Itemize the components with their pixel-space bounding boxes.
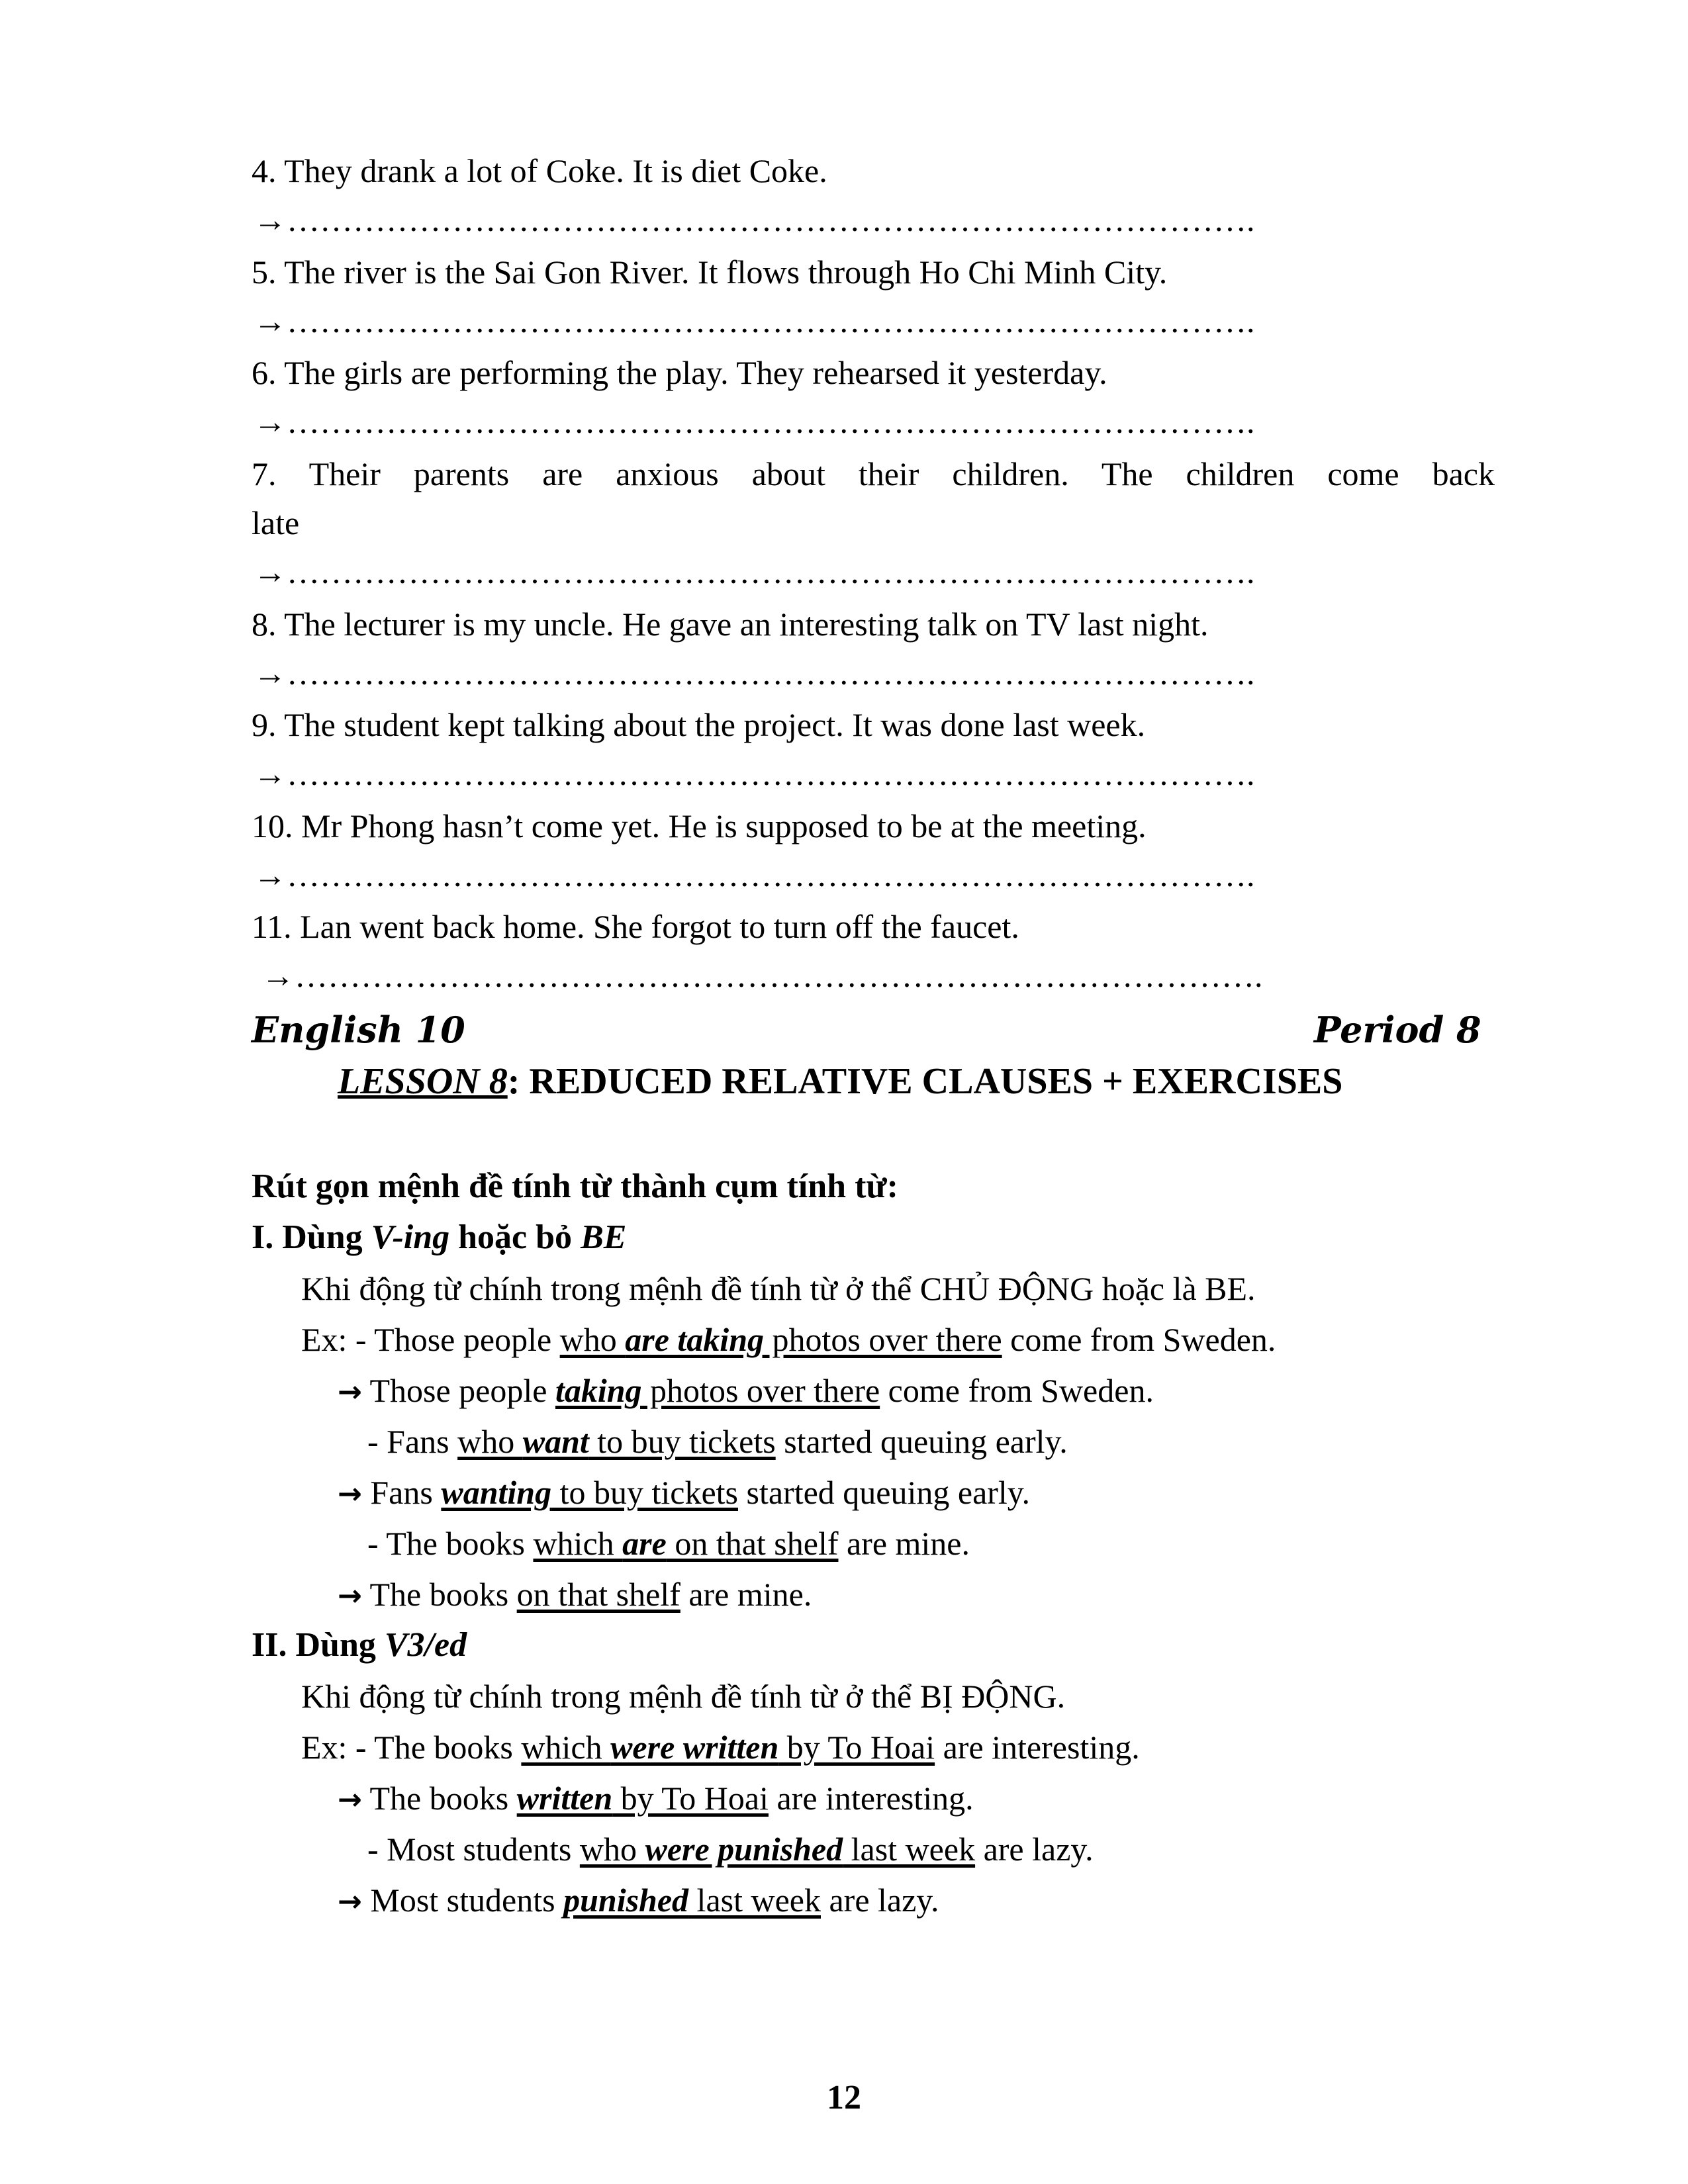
exercise-7-line2: late: [252, 504, 300, 541]
example-2-reduced: [338, 1473, 1030, 1514]
section-1-prefix: I. Dùng: [252, 1218, 371, 1256]
lesson-topic: : REDUCED RELATIVE CLAUSES + EXERCISES: [507, 1061, 1343, 1102]
exercise-10: 10. Mr Phong hasn’t come yet. He is supposed to be at the meeting.: [252, 807, 1147, 844]
section-1-mid: hoặc bỏ: [449, 1218, 581, 1256]
ex3-relative-pronoun: which: [533, 1525, 623, 1562]
ex2-prefix: - Fans: [367, 1423, 458, 1460]
ex3-clause-rest: on that shelf: [666, 1525, 839, 1562]
arrow-right-icon: →: [338, 1375, 362, 1409]
section-1-term2: BE: [581, 1218, 627, 1256]
answer-line-10[interactable]: →…………………………………………………………………………….: [254, 856, 1255, 893]
example-3: [367, 1524, 970, 1563]
ex2r-suffix: started queuing early.: [738, 1474, 1031, 1511]
section-2-description: Khi động từ chính trong mệnh đề tính từ ở thể BỊ ĐỘNG.: [301, 1678, 1066, 1715]
ex4-prefix: Ex: - The books: [301, 1729, 522, 1766]
section-1-description: Khi động từ chính trong mệnh đề tính từ ở thể CHỦ ĐỘNG hoặc là BE.: [301, 1270, 1256, 1307]
ex2r-prefix: Fans: [361, 1474, 442, 1511]
ex5r-verb: punished: [563, 1882, 689, 1919]
page-number: 12: [827, 2079, 861, 2116]
example-3-reduced: [338, 1574, 812, 1616]
section-2-term: V3/ed: [384, 1626, 467, 1664]
answer-line-5[interactable]: →…………………………………………………………………………….: [254, 302, 1255, 340]
ex4-clause-rest: by To Hoai: [778, 1729, 935, 1766]
ex5r-phrase: last week: [688, 1882, 821, 1919]
exercise-8: 8. The lecturer is my uncle. He gave an interesting talk on TV last night.: [252, 606, 1209, 643]
course-label: English 10: [252, 1009, 465, 1051]
arrow-right-icon: →: [338, 1579, 362, 1613]
ex3-verb: are: [622, 1525, 667, 1562]
ex2-suffix: started queuing early.: [775, 1423, 1068, 1460]
example-1: [301, 1320, 1276, 1359]
ex3r-prefix: The books: [361, 1576, 517, 1613]
ex4r-phrase: by To Hoai: [612, 1780, 769, 1817]
ex4-suffix: are interesting.: [935, 1729, 1140, 1766]
ex1r-prefix: Those people: [361, 1372, 555, 1409]
exercise-4: 4. They drank a lot of Coke. It is diet Coke.: [252, 152, 827, 189]
ex5-prefix: - Most students: [367, 1831, 580, 1868]
ex4r-suffix: are interesting.: [769, 1780, 974, 1817]
ex3r-suffix: are mine.: [680, 1576, 812, 1613]
arrow-right-icon: →: [338, 1885, 362, 1919]
ex5r-suffix: are lazy.: [820, 1882, 939, 1919]
section-1-term1: V-ing: [371, 1218, 450, 1256]
exercise-9: 9. The student kept talking about the project. It was done last week.: [252, 706, 1146, 743]
ex1r-verb: taking: [555, 1372, 642, 1409]
ex3-suffix: are mine.: [838, 1525, 970, 1562]
example-2: [367, 1422, 1068, 1461]
answer-line-11[interactable]: →…………………………………………………………………………….: [261, 957, 1263, 994]
section-1-heading: [252, 1218, 626, 1257]
exercise-11: 11. Lan went back home. She forgot to turn off the faucet.: [252, 908, 1019, 945]
ex2r-verb: wanting: [441, 1474, 552, 1511]
ex1-suffix: come from Sweden.: [1002, 1321, 1276, 1358]
exercise-6: 6. The girls are performing the play. They rehearsed it yesterday.: [252, 354, 1107, 391]
answer-line-9[interactable]: →…………………………………………………………………………….: [254, 755, 1255, 792]
section-2-heading: [252, 1625, 467, 1665]
ex1-relative-pronoun: who: [559, 1321, 626, 1358]
ex2r-phrase: to buy tickets: [551, 1474, 739, 1511]
ex4-relative-pronoun: which: [521, 1729, 611, 1766]
answer-line-6[interactable]: →…………………………………………………………………………….: [254, 403, 1255, 440]
ex2-verb: want: [522, 1423, 589, 1460]
arrow-right-icon: →: [338, 1783, 362, 1817]
lesson-number: LESSON 8: [338, 1061, 508, 1102]
example-4-reduced: [338, 1778, 974, 1820]
exercise-5: 5. The river is the Sai Gon River. It flows through Ho Chi Minh City.: [252, 253, 1168, 291]
ex2-clause-rest: to buy tickets: [588, 1423, 776, 1460]
ex1r-phrase: photos over there: [641, 1372, 880, 1409]
ex5-clause-rest: last week: [843, 1831, 976, 1868]
period-label: Period 8: [1314, 1009, 1481, 1051]
ex5r-prefix: Most students: [361, 1882, 564, 1919]
answer-line-4[interactable]: →…………………………………………………………………………….: [254, 201, 1255, 238]
ex4r-verb: written: [516, 1780, 613, 1817]
example-5: [367, 1829, 1094, 1869]
ex1-verb: are taking: [625, 1321, 765, 1358]
lesson-title: [338, 1060, 1342, 1103]
example-4: [301, 1727, 1140, 1767]
example-1-reduced: [338, 1371, 1154, 1412]
ex1r-suffix: come from Sweden.: [880, 1372, 1154, 1409]
ex2-relative-pronoun: who: [457, 1423, 523, 1460]
example-5-reduced: [338, 1880, 939, 1922]
ex5-verb: were punished: [645, 1831, 843, 1868]
answer-line-7[interactable]: →…………………………………………………………………………….: [254, 553, 1255, 590]
intro-heading: Rút gọn mệnh đề tính từ thành cụm tính từ:: [252, 1167, 898, 1205]
ex5-suffix: are lazy.: [975, 1831, 1094, 1868]
ex4-verb: were written: [610, 1729, 779, 1766]
exercise-7-line1: 7. Their parents are anxious about their children. The children come back: [252, 455, 1495, 492]
ex3r-phrase: on that shelf: [516, 1576, 680, 1613]
ex4r-prefix: The books: [361, 1780, 517, 1817]
ex5-relative-pronoun: who: [579, 1831, 645, 1868]
ex1-prefix: Ex: - Those people: [301, 1321, 560, 1358]
answer-line-8[interactable]: →…………………………………………………………………………….: [254, 655, 1255, 692]
ex1-clause-rest: photos over there: [764, 1321, 1002, 1358]
ex3-prefix: - The books: [367, 1525, 534, 1562]
arrow-right-icon: →: [338, 1477, 362, 1511]
section-2-prefix: II. Dùng: [252, 1626, 385, 1664]
